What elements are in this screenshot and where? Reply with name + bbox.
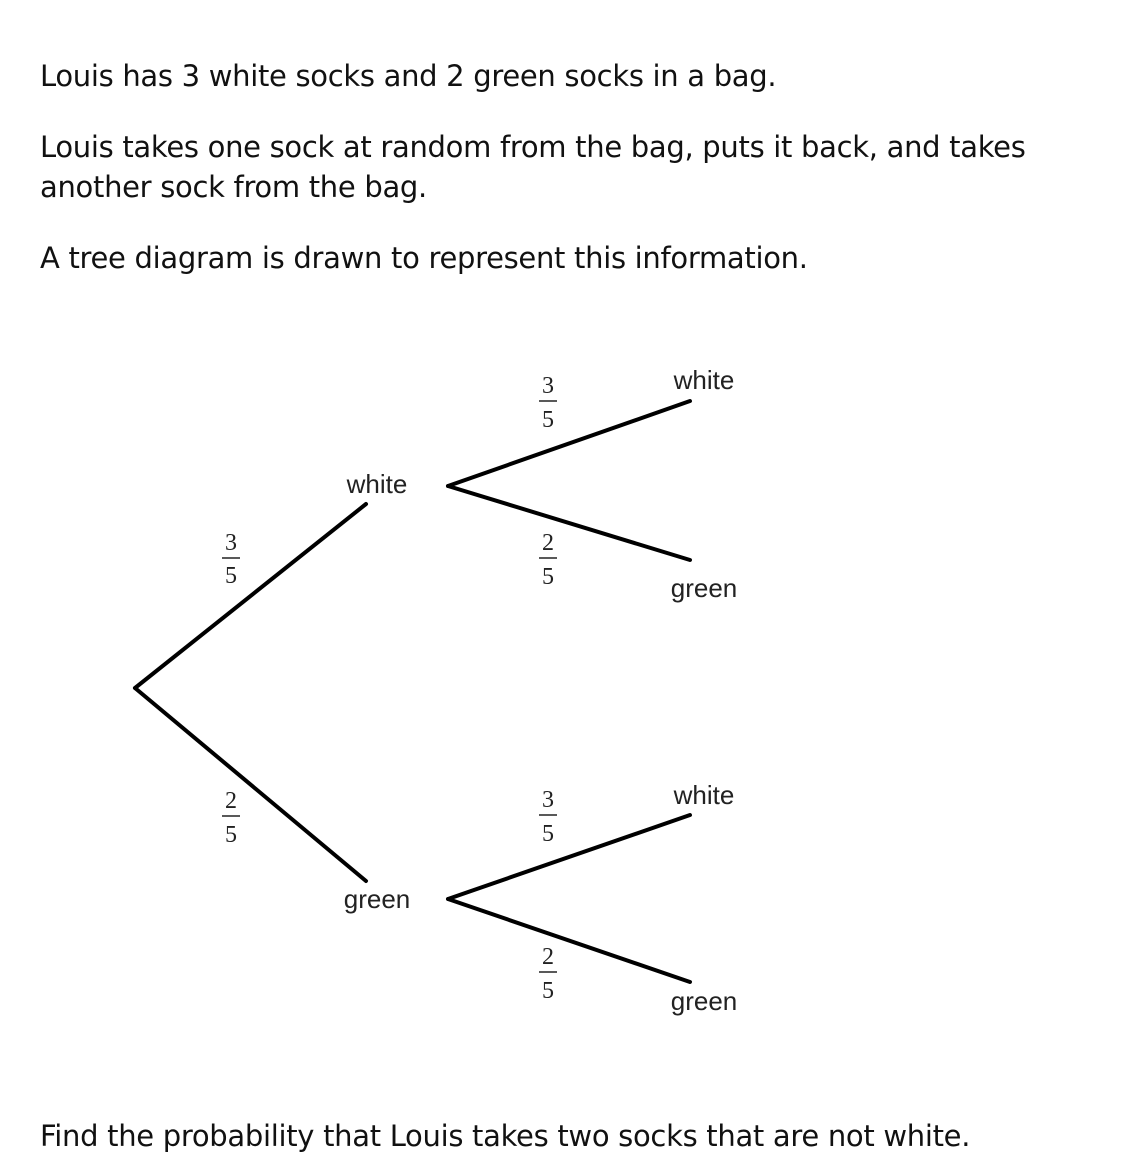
fraction-first-white xyxy=(222,530,240,589)
fraction-denominator: 5 xyxy=(542,821,554,847)
fraction-numerator: 3 xyxy=(542,373,554,399)
fraction-numerator: 3 xyxy=(542,787,554,813)
branch-white-white xyxy=(448,401,690,486)
diagram-note: A tree diagram is drawn to represent this information. xyxy=(40,241,808,275)
leaf-label-white-white: white xyxy=(673,365,735,395)
fraction-numerator: 2 xyxy=(542,944,554,970)
fraction-denominator: 5 xyxy=(542,978,554,1004)
fraction-denominator: 5 xyxy=(225,563,237,589)
branch-first-green xyxy=(135,688,366,881)
fraction-first-green xyxy=(222,788,240,848)
fraction-numerator: 2 xyxy=(225,788,237,814)
fraction-numerator: 3 xyxy=(225,530,237,556)
branch-green-white xyxy=(448,815,690,899)
question-intro: Louis has 3 white socks and 2 green socks in a bag. xyxy=(40,59,777,93)
leaf-label-white-green: green xyxy=(670,573,738,603)
node-label-white: white xyxy=(346,469,408,499)
fraction-numerator: 2 xyxy=(542,530,554,556)
leaf-label-green-white: white xyxy=(673,780,735,810)
branch-white-green xyxy=(448,486,690,560)
fraction-denominator: 5 xyxy=(542,564,554,590)
fraction-denominator: 5 xyxy=(542,407,554,433)
branch-green-green xyxy=(448,899,690,982)
leaf-label-green-green: green xyxy=(670,986,738,1016)
fraction-green-white xyxy=(539,787,557,847)
fraction-white-green xyxy=(539,530,557,590)
fraction-white-white xyxy=(539,373,557,433)
question-process: Louis takes one sock at random from the bag, puts it back, and takes another sock from the bag. xyxy=(40,130,1026,204)
node-label-green: green xyxy=(343,884,411,914)
question-prompt: Find the probability that Louis takes two socks that are not white. xyxy=(40,1119,971,1153)
fraction-denominator: 5 xyxy=(225,822,237,848)
fraction-green-green xyxy=(539,944,557,1004)
branch-first-white xyxy=(135,504,366,688)
